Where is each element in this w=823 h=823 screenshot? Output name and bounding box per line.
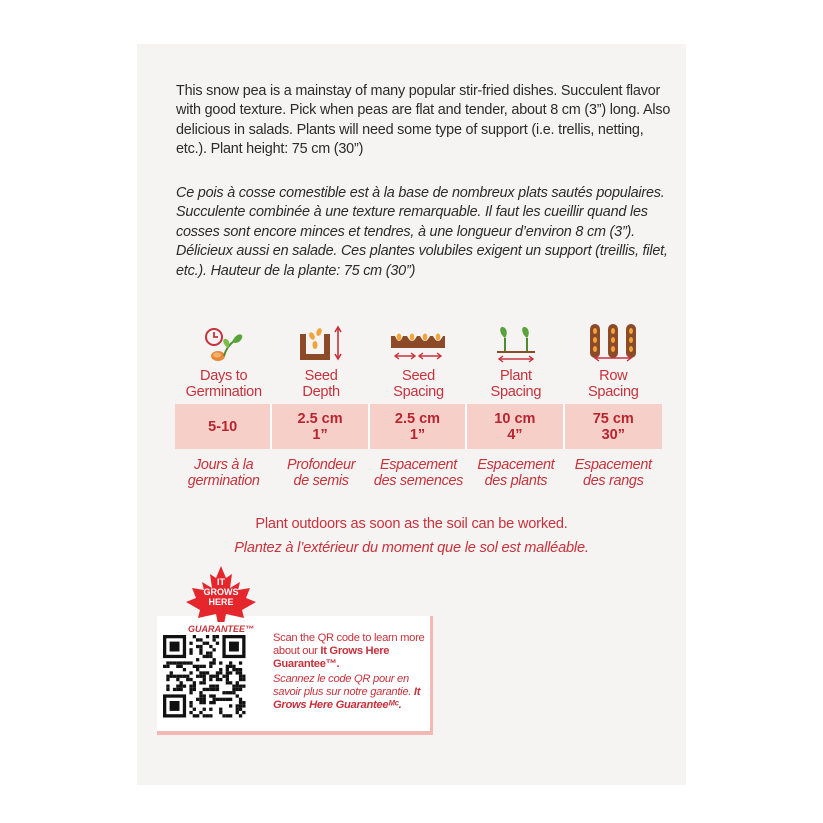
badge-line-1: IT bbox=[217, 577, 225, 587]
value-germination: 5-10 bbox=[175, 404, 272, 449]
maple-leaf-logo bbox=[180, 564, 262, 636]
seed-packet-back bbox=[137, 44, 686, 785]
fr-label-row-spacing: Espacement des rangs bbox=[574, 457, 652, 489]
fr-label-germination: Jours à la germination bbox=[187, 457, 260, 489]
col-germination bbox=[175, 324, 272, 402]
guarantee-panel-bar bbox=[157, 731, 433, 735]
planting-icons-row bbox=[175, 324, 662, 402]
label-plant-spacing: Plant Spacing bbox=[490, 368, 542, 400]
label-seed-depth: Seed Depth bbox=[302, 368, 340, 400]
value-seed-spacing: 2.5 cm 1” bbox=[370, 404, 467, 449]
col-row-spacing bbox=[565, 324, 662, 402]
plant-spacing-icon bbox=[493, 324, 539, 366]
label-days-to-germination: Days to Germination bbox=[185, 368, 262, 400]
value-plant-spacing: 10 cm 4” bbox=[467, 404, 564, 449]
clock-seedling-icon bbox=[202, 324, 246, 366]
seed-depth-icon bbox=[298, 324, 344, 362]
planting-info-grid bbox=[175, 324, 662, 489]
col-plant-spacing bbox=[467, 324, 564, 402]
value-seed-depth: 2.5 cm 1” bbox=[272, 404, 369, 449]
seed-spacing-icon bbox=[389, 324, 447, 364]
planting-values-row bbox=[175, 404, 662, 449]
col-seed-spacing bbox=[370, 324, 467, 402]
planting-note-french: Plantez à l’extérieur du moment que le sol est malléable. bbox=[234, 540, 589, 556]
qr-code[interactable] bbox=[163, 635, 261, 719]
label-row-spacing: Row Spacing bbox=[587, 368, 639, 400]
planting-french-row bbox=[175, 449, 662, 489]
planting-note-english: Plant outdoors as soon as the soil can be worked. bbox=[255, 516, 568, 532]
description-english: This snow pea is a mainstay of many popular stir-fried dishes. Succulent flavor with good texture. Pick when peas are flat and tender, about 8 cm (3”) long. Also delicious in salads. Plants will need some type of support (i.e. trellis, netting, etc.). Plant height: 75 cm (30”) bbox=[176, 83, 671, 158]
fr-label-seed-depth: Profondeur de semis bbox=[286, 457, 356, 489]
label-seed-spacing: Seed Spacing bbox=[393, 368, 444, 400]
row-spacing-icon bbox=[587, 324, 639, 364]
fr-label-seed-spacing: Espacement des semences bbox=[373, 457, 464, 489]
fr-label-plant-spacing: Espacement des plants bbox=[477, 457, 555, 489]
badge-line-2: GROWS bbox=[203, 587, 239, 597]
badge-line-3: HERE bbox=[208, 597, 234, 607]
col-seed-depth bbox=[272, 324, 369, 402]
badge-line-4: GUARANTEE™ bbox=[187, 624, 255, 634]
qr-description: Scan the QR code to learn more about our It Grows Here Guarantee™. Scannez le code QR pour en savoir plus sur notre garantie. It Grows Here Guaranteeᴹᶜ. bbox=[273, 632, 425, 712]
description-french: Ce pois à cosse comestible est à la base de nombreux plats sautés populaires. Succulente combinée à une texture remarquable. Il faut les cueillir quand les cosses sont encore minces et tendres, à une longueur d’environ 8 cm (3”). Délicieux aussi en salade. Ces plantes volubiles exigent un support (treillis, filet, etc.). Hauteur de la plante: 75 cm (30”) bbox=[176, 185, 668, 279]
value-row-spacing: 75 cm 30” bbox=[565, 404, 662, 449]
